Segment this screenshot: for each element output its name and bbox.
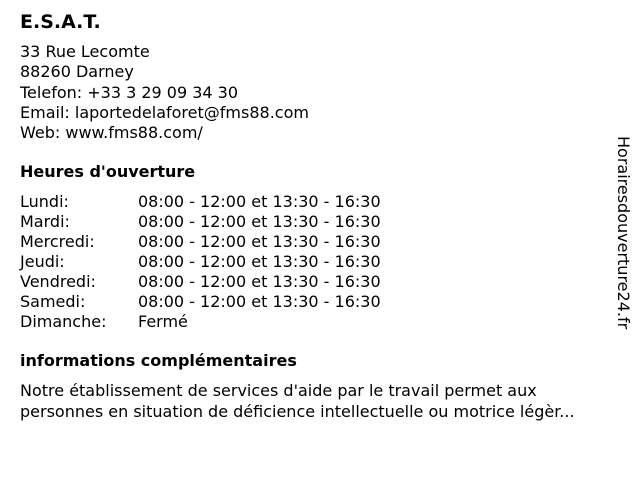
info-line-2: personnes en situation de déficience intellectuelle ou motrice légèr...	[20, 401, 575, 421]
business-card	[20, 10, 610, 422]
phone-line: Telefon: +33 3 29 09 34 30	[20, 82, 239, 102]
day-label: Mardi:	[20, 212, 70, 232]
day-label: Samedi:	[20, 292, 86, 312]
day-label: Vendredi:	[20, 272, 96, 292]
hours-row-friday	[20, 272, 610, 292]
additional-info-heading: informations complémentaires	[20, 351, 297, 371]
hours-row-thursday	[20, 252, 610, 272]
hours-row-wednesday	[20, 232, 610, 252]
business-name: E.S.A.T.	[20, 11, 101, 33]
hours-value: 08:00 - 12:00 et 13:30 - 16:30	[138, 292, 381, 312]
day-label: Mercredi:	[20, 232, 95, 252]
opening-hours-table	[20, 192, 610, 332]
hours-value: 08:00 - 12:00 et 13:30 - 16:30	[138, 252, 381, 272]
hours-row-sunday	[20, 312, 610, 332]
street-address: 33 Rue Lecomte	[20, 42, 150, 61]
hours-value: Fermé	[138, 312, 188, 332]
hours-value: 08:00 - 12:00 et 13:30 - 16:30	[138, 212, 381, 232]
postal-city: 88260 Darney	[20, 62, 134, 82]
address-block	[20, 42, 610, 143]
site-watermark: Horairesdouverture24.fr	[614, 136, 633, 330]
hours-row-monday	[20, 192, 610, 212]
hours-value: 08:00 - 12:00 et 13:30 - 16:30	[138, 192, 381, 212]
web-line: Web: www.fms88.com/	[20, 123, 203, 143]
hours-row-saturday	[20, 292, 610, 312]
email-line: Email: laportedelaforet@fms88.com	[20, 102, 309, 122]
additional-info-text	[20, 381, 620, 422]
day-label: Jeudi:	[20, 252, 65, 272]
hours-value: 08:00 - 12:00 et 13:30 - 16:30	[138, 272, 381, 292]
hours-value: 08:00 - 12:00 et 13:30 - 16:30	[138, 232, 381, 252]
day-label: Lundi:	[20, 192, 69, 212]
hours-row-tuesday	[20, 212, 610, 232]
day-label: Dimanche:	[20, 312, 107, 332]
info-line-1: Notre établissement de services d'aide par le travail permet aux	[20, 381, 537, 401]
opening-hours-heading: Heures d'ouverture	[20, 162, 196, 182]
